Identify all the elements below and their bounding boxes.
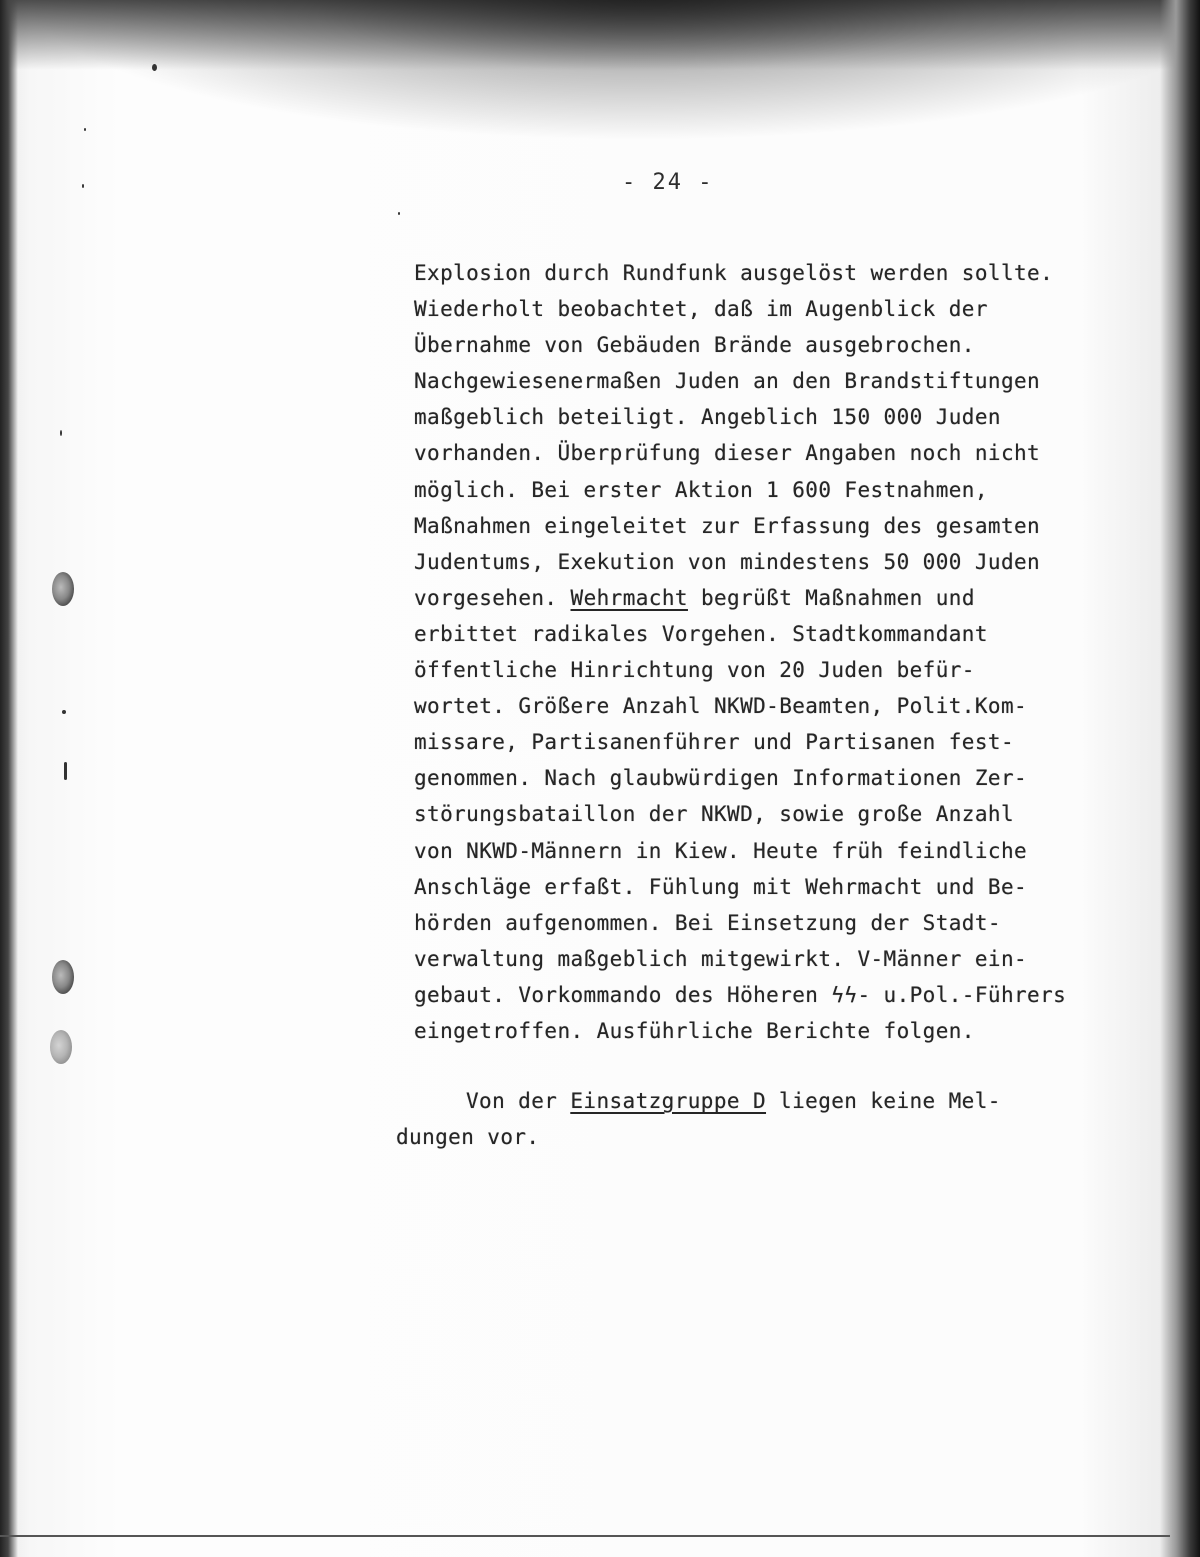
text-line: verwaltung maßgeblich mitgewirkt. V-Männer ein-	[414, 946, 1028, 971]
text-line: missare, Partisanenführer und Partisanen fest-	[414, 730, 1014, 755]
text-line: vorhanden. Überprüfung dieser Angaben noch nicht	[414, 441, 1041, 466]
einsatzgruppe-d-underlined: Einsatzgruppe D	[570, 1089, 767, 1113]
wehrmacht-underlined: Wehrmacht	[570, 585, 688, 610]
punch-hole-upper	[52, 572, 74, 606]
text-line: Explosion durch Rundfunk ausgelöst werden sollte.	[414, 261, 1054, 285]
scan-speck	[84, 128, 86, 131]
scan-top-shadow	[0, 0, 1200, 70]
text-line: wortet. Größere Anzahl NKWD-Beamten, Polit.Kom-	[414, 694, 1028, 719]
text-fragment: vorgesehen.	[414, 585, 571, 610]
scan-speck	[62, 710, 66, 714]
scan-speck	[64, 762, 67, 780]
page-number: - 24 -	[622, 170, 714, 195]
text-fragment: liegen keine Mel-	[766, 1089, 1001, 1113]
scan-speck	[398, 212, 400, 215]
text-line: möglich. Bei erster Aktion 1 600 Festnahmen,	[414, 477, 988, 502]
text-line: maßgeblich beteiligt. Angeblich 150 000 Juden	[414, 405, 1001, 430]
text-fragment: begrüßt Maßnahmen und	[687, 585, 975, 610]
text-line: Maßnahmen eingeleitet zur Erfassung des gesamten	[414, 513, 1041, 538]
text-line: Wiederholt beobachtet, daß im Augenblick der	[414, 297, 988, 322]
text-line-with-underline	[414, 580, 1134, 616]
text-line: Anschläge erfaßt. Fühlung mit Wehrmacht und Be-	[414, 874, 1028, 899]
scan-left-edge	[0, 0, 18, 1557]
text-line: gebaut. Vorkommando des Höheren ϟϟ- u.Pol.-Führers	[414, 982, 1067, 1007]
scan-speck	[60, 430, 62, 436]
text-line: Übernahme von Gebäuden Brände ausgebrochen.	[414, 333, 975, 358]
text-line: erbittet radikales Vorgehen. Stadtkommandant	[414, 621, 988, 646]
text-line: hörden aufgenommen. Bei Einsetzung der Stadt-	[414, 910, 1001, 935]
text-line: eingetroffen. Ausführliche Berichte folgen.	[414, 1018, 975, 1043]
text-line: störungsbataillon der NKWD, sowie große Anzahl	[414, 802, 1014, 827]
report-paragraph	[414, 255, 1134, 1049]
text-line: Judentums, Exekution von mindestens 50 000 Juden	[414, 549, 1041, 574]
text-line	[396, 1083, 1116, 1119]
scan-right-edge	[1160, 0, 1200, 1557]
text-line: genommen. Nach glaubwürdigen Informationen Zer-	[414, 766, 1028, 791]
scan-bottom-edge	[0, 1535, 1170, 1537]
punch-hole-middle	[52, 960, 74, 994]
scan-speck	[82, 184, 84, 188]
punch-hole-lower	[50, 1030, 72, 1064]
text-line: dungen vor.	[396, 1125, 540, 1150]
text-line: Nachgewiesenermaßen Juden an den Brandstiftungen	[414, 369, 1041, 394]
scan-speck	[152, 64, 157, 71]
text-line: öffentliche Hinrichtung von 20 Juden befür-	[414, 658, 975, 683]
closing-paragraph	[396, 1083, 1116, 1155]
text-line: von NKWD-Männern in Kiew. Heute früh feindliche	[414, 838, 1028, 863]
text-fragment: Von der	[466, 1089, 571, 1113]
